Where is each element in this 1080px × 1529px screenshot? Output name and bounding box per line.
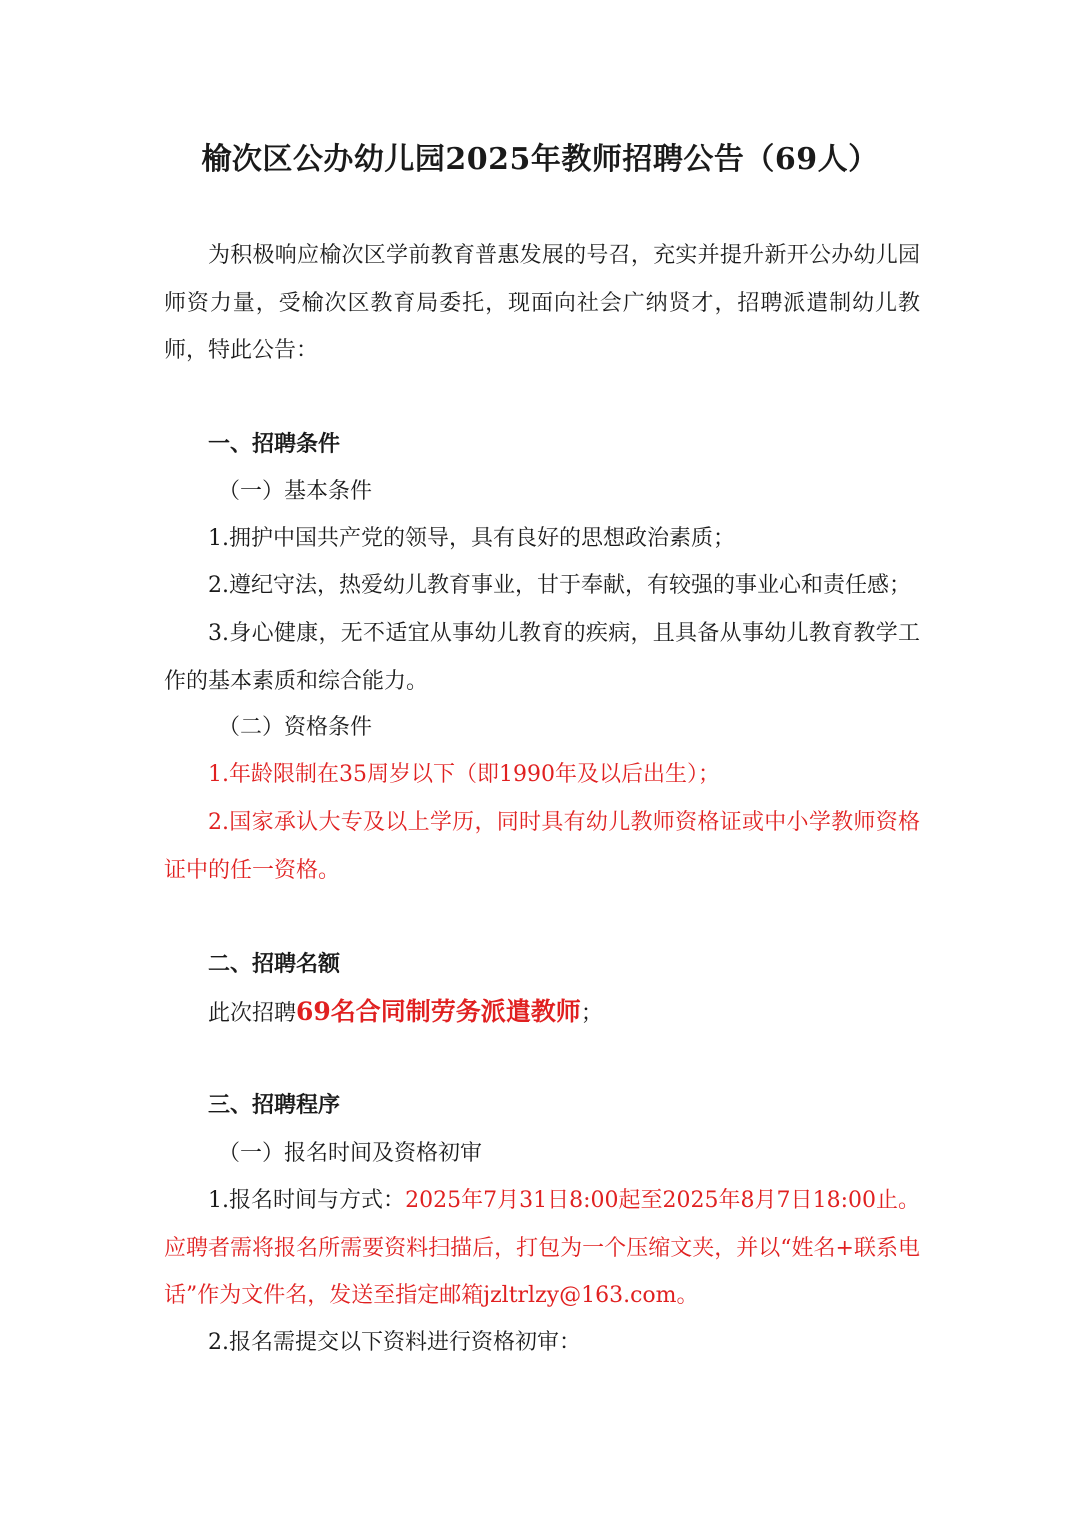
section2-heading: 二、招聘名额	[208, 951, 341, 977]
quota-suffix: ；	[580, 1001, 603, 1026]
registration-item-1-prefix: 1.报名时间与方式：	[208, 1188, 406, 1213]
registration-item-2: 2.报名需提交以下资料进行资格初审：	[208, 1330, 581, 1355]
section1-heading: 一、招聘条件	[208, 431, 341, 457]
page-title: 榆次区公办幼儿园2025年教师招聘公告（69人）	[201, 142, 879, 177]
section3-heading: 三、招聘程序	[208, 1092, 341, 1118]
registration-item-1-details: 2025年7月31日8:00起至2025年8月7日18:00止。应聘者需将报名所需要资料扫描后，打包为一个压缩文夹，并以“姓名+联系电话”作为文件名，发送至指定邮箱jzltrlzy@163.com。	[164, 1188, 920, 1308]
quota-line	[164, 988, 964, 1038]
registration-item-1	[164, 1177, 920, 1320]
section1-sub2: （二）资格条件	[218, 715, 373, 740]
basic-condition-1: 1.拥护中国共产党的领导，具有良好的思想政治素质；	[208, 526, 735, 551]
qualification-2: 2.国家承认大专及以上学历，同时具有幼儿教师资格证或中小学教师资格证中的任一资格。	[164, 810, 920, 883]
quota-highlight: 69名合同制劳务派遣教师	[296, 997, 581, 1026]
quota-prefix: 此次招聘	[208, 1001, 297, 1026]
qualification-1: 1.年龄限制在35周岁以下（即1990年及以后出生）；	[208, 762, 720, 787]
section3-sub1: （一）报名时间及资格初审	[218, 1141, 483, 1166]
basic-condition-3: 3.身心健康，无不适宜从事幼儿教育的疾病，且具备从事幼儿教育教学工作的基本素质和综合能力。	[164, 621, 920, 694]
basic-condition-2: 2.遵纪守法，热爱幼儿教育事业，甘于奉献，有较强的事业心和责任感；	[208, 573, 911, 598]
intro-paragraph: 为积极响应榆次区学前教育普惠发展的号召，充实并提升新开公办幼儿园师资力量，受榆次区教育局委托，现面向社会广纳贤才，招聘派遣制幼儿教师，特此公告：	[164, 243, 920, 363]
section1-sub1: （一）基本条件	[218, 479, 373, 504]
